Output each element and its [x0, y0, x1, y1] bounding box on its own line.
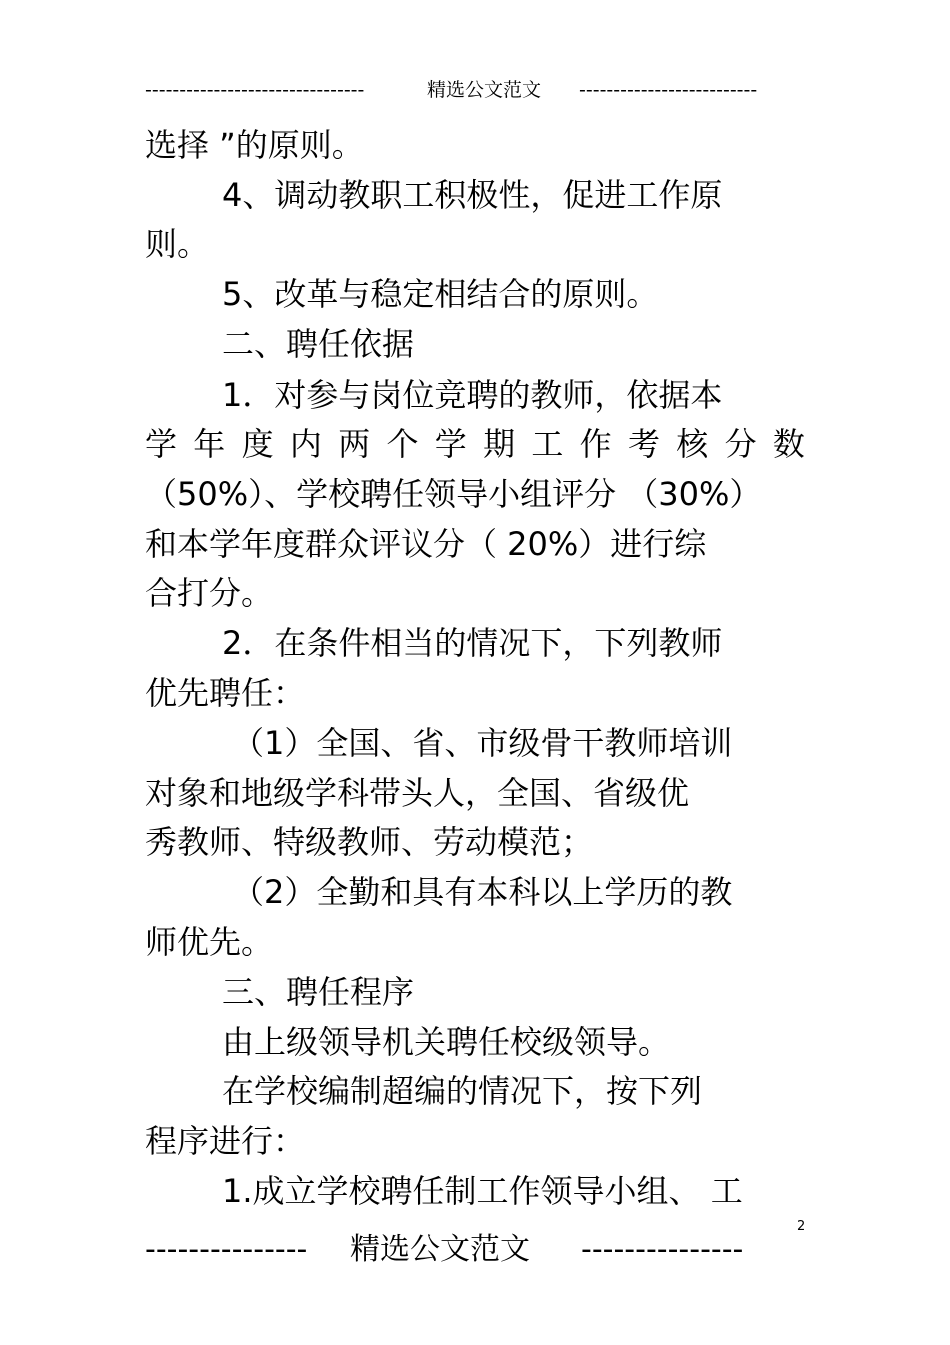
body-line: 选择 ”的原则。	[145, 126, 364, 164]
page-footer	[145, 1228, 767, 1272]
body-line: （2）全勤和具有本科以上学历的教	[232, 873, 733, 911]
body-char: 数	[772, 425, 805, 463]
body-char: 年	[193, 425, 226, 463]
body-line: 师优先。	[145, 923, 274, 961]
body-char: 个	[386, 425, 419, 463]
body-char: 作	[579, 425, 612, 463]
body-line: 和本学年度群众评议分（ 20%）进行综	[145, 525, 707, 563]
header-dashes-right: --------------------------	[579, 79, 758, 101]
body-line: 秀教师、特级教师、劳动模范；	[145, 823, 594, 861]
body-line: 1.成立学校聘任制工作领导小组、 工	[222, 1172, 743, 1210]
body-char: 学	[434, 425, 467, 463]
body-char: 考	[627, 425, 660, 463]
section-heading: 三、聘任程序	[222, 973, 415, 1011]
body-char: 工	[531, 425, 564, 463]
body-line: 在学校编制超编的情况下，按下列	[222, 1072, 703, 1110]
body-char: 内	[289, 425, 322, 463]
header-title: 精选公文范文	[427, 79, 542, 101]
body-line: 对象和地级学科带头人，全国、省级优	[145, 774, 690, 812]
body-line: 4、调动教职工积极性，促进工作原	[222, 176, 723, 214]
body-char: 期	[483, 425, 516, 463]
body-char: 核	[676, 425, 709, 463]
body-line: 则。	[145, 225, 210, 263]
section-heading: 二、聘任依据	[222, 325, 415, 363]
body-line: 5、改革与稳定相结合的原则。	[222, 275, 659, 313]
body-line: （50%）、学校聘任领导小组评分 （30%）	[145, 475, 762, 513]
body-line: 2．在条件相当的情况下，下列教师	[222, 624, 723, 662]
page-number: 2	[797, 1219, 806, 1234]
footer-title: 精选公文范文	[350, 1232, 530, 1267]
body-char: 学	[145, 425, 178, 463]
body-line: 合打分。	[145, 574, 274, 612]
body-line: 优先聘任：	[145, 674, 306, 712]
page-header	[145, 76, 775, 104]
body-line: 1．对参与岗位竞聘的教师，依据本	[222, 376, 723, 414]
body-line: （1）全国、省、市级骨干教师培训	[232, 724, 733, 762]
footer-dashes-left: ---------------	[145, 1232, 308, 1267]
body-line-justified	[145, 424, 805, 464]
body-char: 两	[338, 425, 371, 463]
body-line: 由上级领导机关聘任校级领导。	[222, 1023, 671, 1061]
header-dashes-left: --------------------------------	[145, 79, 365, 101]
body-char: 分	[724, 425, 757, 463]
body-line: 程序进行：	[145, 1122, 306, 1160]
body-char: 度	[241, 425, 274, 463]
footer-dashes-right: ---------------	[581, 1232, 744, 1267]
